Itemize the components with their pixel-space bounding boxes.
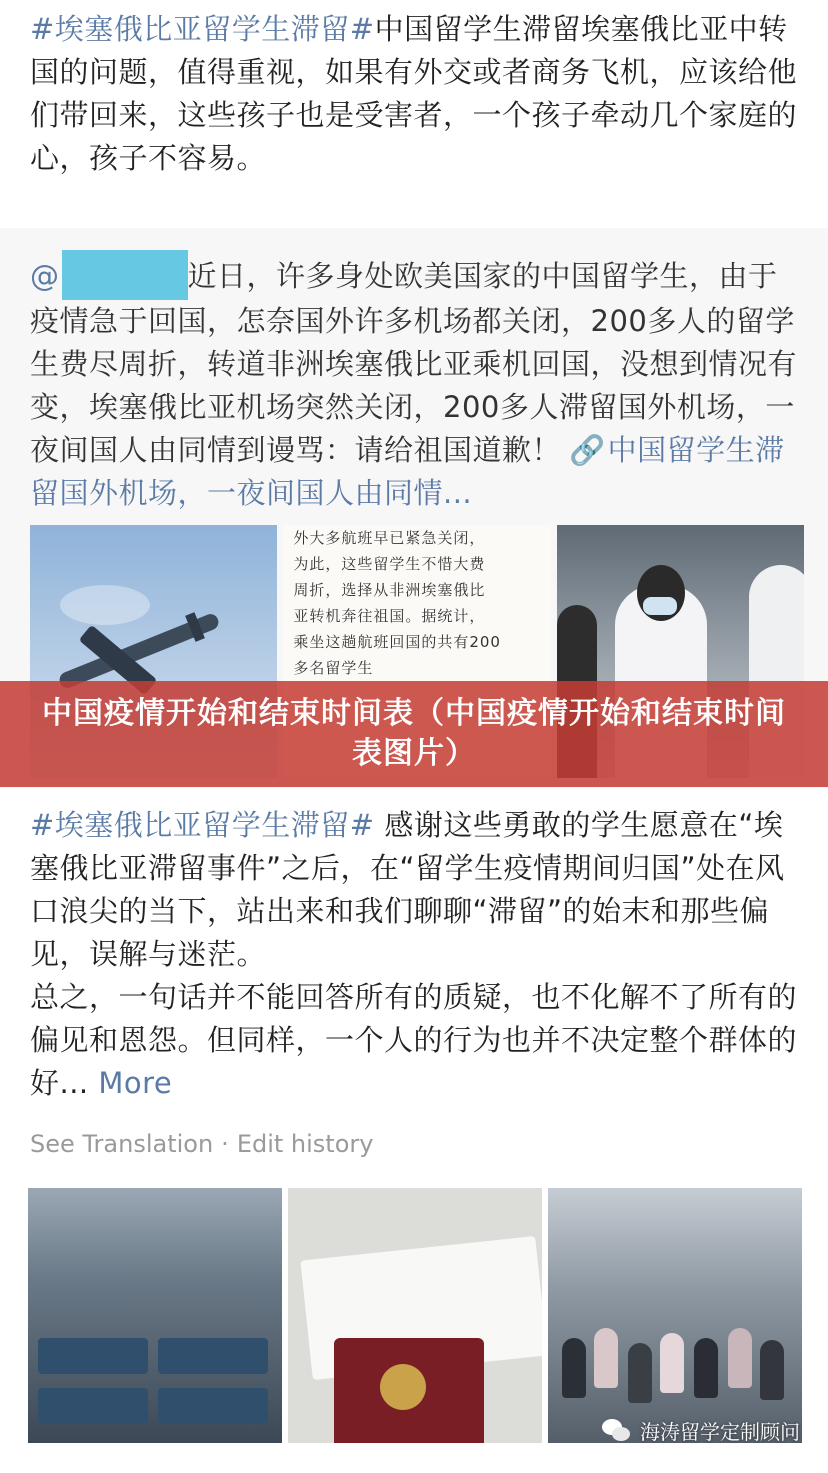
link-icon: 🔗 bbox=[569, 433, 606, 467]
article-line: 为此，这些留学生不惜大费 bbox=[293, 555, 486, 573]
article-line: 外大多航班早已紧急关闭， bbox=[293, 529, 486, 547]
face-mask-shape bbox=[643, 597, 677, 615]
person-shape bbox=[628, 1343, 652, 1403]
emblem-shape bbox=[380, 1364, 426, 1410]
crowd-photo[interactable] bbox=[548, 1188, 802, 1443]
person-shape bbox=[562, 1338, 586, 1398]
seat-shape bbox=[38, 1388, 148, 1424]
mention-link[interactable] bbox=[30, 259, 188, 293]
post-original-text bbox=[30, 8, 798, 180]
repost-text bbox=[30, 250, 798, 515]
repost-body: 近日，许多身处欧美国家的中国留学生，由于疫情急于回国，怎奈国外许多机场都关闭，200多人的留学生费尽周折，转道非洲埃塞俄比亚乘机回国，没想到情况有变，埃塞俄比亚机场突然关闭，200多人滞留国外机场，一夜间国人由同情到谩骂：请给祖国道歉！ bbox=[30, 259, 798, 467]
person-shape bbox=[728, 1328, 752, 1388]
post-meta-row bbox=[30, 1130, 373, 1158]
seat-shape bbox=[38, 1338, 148, 1374]
watermark bbox=[602, 1416, 800, 1445]
see-translation-link[interactable]: See Translation bbox=[30, 1130, 214, 1158]
post-body: 中国留学生滞留埃塞俄比亚中转国的问题，值得重视，如果有外交或者商务飞机，应该给他们带回来，这些孩子也是受害者，一个孩子牵动几个家庭的心，孩子不容易。 bbox=[30, 12, 798, 175]
mention-prefix: @ bbox=[30, 259, 60, 293]
post-body-p1: 感谢这些勇敢的学生愿意在“埃塞俄比亚滞留事件”之后，在“留学生疫情期间归国”处在风口浪尖的当下，站出来和我们聊聊“滞留”的始末和那些偏见，误解与迷茫。 bbox=[30, 808, 785, 971]
boarding-pass-photo[interactable] bbox=[288, 1188, 542, 1443]
post-second-text bbox=[30, 804, 798, 976]
person-shape bbox=[594, 1328, 618, 1388]
article-link[interactable]: 中国留学生滞留国外机场，一夜间国人由同情... bbox=[30, 433, 785, 510]
article-snippet bbox=[293, 525, 540, 681]
seat-shape bbox=[158, 1388, 268, 1424]
article-line: 乘坐这趟航班回国的共有200 bbox=[293, 633, 501, 651]
person-shape bbox=[660, 1333, 684, 1393]
article-line: 亚转机奔往祖国。据统计， bbox=[293, 607, 486, 625]
edit-history-link[interactable]: Edit history bbox=[236, 1130, 374, 1158]
post-image-grid bbox=[28, 1188, 802, 1443]
lounge-photo[interactable] bbox=[28, 1188, 282, 1443]
hashtag-link[interactable]: #埃塞俄比亚留学生滞留# bbox=[30, 12, 375, 46]
more-link[interactable]: More bbox=[88, 1066, 173, 1100]
post-original bbox=[0, 0, 828, 228]
article-line: 周折，选择从非洲埃塞俄比 bbox=[293, 581, 486, 599]
redacted-username bbox=[62, 250, 188, 300]
watermark-text: 海涛留学定制顾问 bbox=[640, 1420, 800, 1444]
title-banner bbox=[0, 681, 828, 787]
banner-title: 中国疫情开始和结束时间表（中国疫情开始和结束时间表图片） bbox=[42, 696, 786, 771]
article-line: 多名留学生 bbox=[293, 659, 374, 677]
wechat-icon bbox=[602, 1419, 632, 1443]
post-second bbox=[0, 788, 828, 1473]
hashtag-link[interactable]: #埃塞俄比亚留学生滞留# bbox=[30, 808, 375, 842]
meta-separator: · bbox=[221, 1130, 229, 1158]
post-body-p2: 总之，一句话并不能回答所有的质疑，也不化解不了所有的偏见和恩怨。但同样，一个人的行为也并不决定整个群体的好... bbox=[30, 980, 798, 1100]
person-shape bbox=[694, 1338, 718, 1398]
post-second-text-p2 bbox=[30, 976, 798, 1105]
person-shape bbox=[760, 1340, 784, 1400]
seat-shape bbox=[158, 1338, 268, 1374]
smoke-shape bbox=[60, 585, 150, 625]
